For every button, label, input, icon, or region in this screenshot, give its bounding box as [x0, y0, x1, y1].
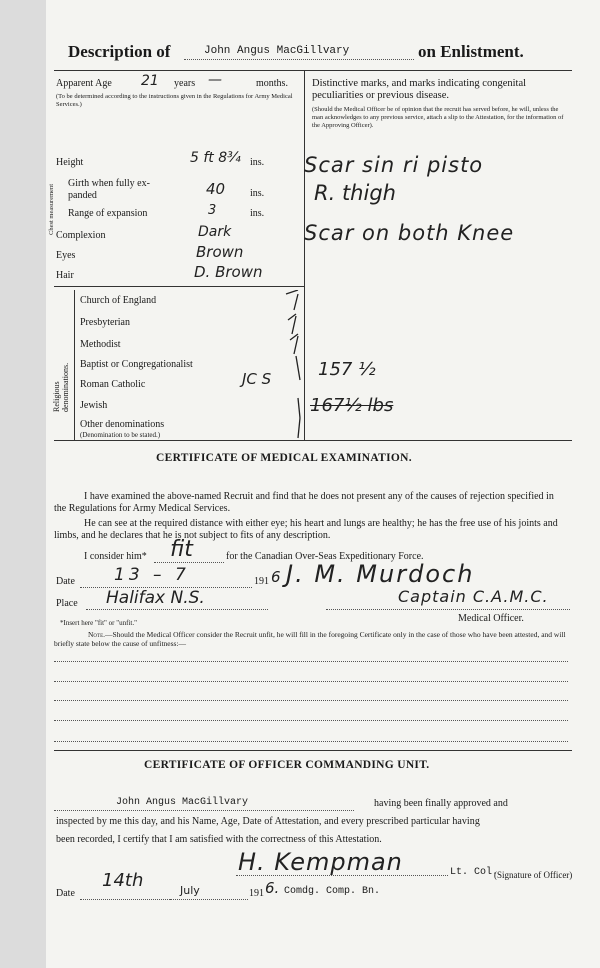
officer-line — [326, 609, 570, 610]
officer-line-3: been recorded, I certify that I am satisfied with the correctness of this Attestation. — [56, 834, 382, 845]
age-months-dash: — — [208, 72, 222, 88]
girth-label: Girth when fully ex- panded — [68, 178, 150, 201]
hair-rule — [54, 286, 304, 287]
height-value: 5 ft 8¾ — [190, 150, 241, 166]
years-label: years — [174, 78, 196, 89]
religion-box-divider — [74, 290, 75, 440]
girth-value: 40 — [206, 180, 226, 198]
officer-name-line — [54, 810, 354, 811]
distinctive-marks-note: (Should the Medical Officer be of opinion that the recruit has served before, he will, unless the man acknowledges to any previous service, attach a slip to the Attestation, for the information of the Approving Officer). — [312, 106, 564, 129]
co-signature-label: (Signature of Officer) — [494, 870, 573, 880]
figure-1: 157 ½ — [318, 359, 376, 380]
officer-year-prefix: 191 — [249, 888, 264, 899]
months-label: months. — [256, 78, 288, 89]
girth-ins-label: ins. — [250, 188, 265, 199]
officer-heading: CERTIFICATE OF OFFICER COMMANDING UNIT. — [144, 759, 430, 771]
apparent-age-label: Apparent Age — [56, 78, 112, 89]
officer-month-line — [170, 899, 248, 900]
title-left: Description of — [68, 42, 171, 61]
attestation-page — [46, 0, 600, 968]
religion-item-baptist: Baptist or Congregationalist — [80, 359, 193, 370]
officer-line-1-suffix: having been finally approved and — [374, 798, 508, 809]
recruit-name: John Angus MacGillvary — [204, 45, 350, 57]
section-rule-2 — [54, 750, 572, 751]
note-label: Note. — [88, 630, 106, 639]
religion-other-note: (Denomination to be stated.) — [80, 431, 161, 439]
hair-label: Hair — [56, 270, 74, 281]
officer-month-value: July — [180, 884, 200, 897]
consider-label: I consider him* — [84, 551, 147, 562]
eyes-label: Eyes — [56, 250, 76, 261]
religion-side-label: Religious denominations. — [52, 362, 70, 412]
distinctive-marks-heading: Distinctive marks, and marks indicating congenital peculiarities or previous disease. — [312, 78, 527, 101]
officer-day-value: 14th — [102, 870, 144, 891]
medical-date-label: Date — [56, 576, 75, 587]
officer-recruit-name: John Angus MacGillvary — [116, 797, 249, 808]
consider-value: fit — [170, 537, 193, 562]
height-ins-label: ins. — [250, 157, 265, 168]
officer-date-label: Date — [56, 888, 75, 899]
section-rule-1 — [54, 440, 572, 441]
medical-date-value: 13 – 7 — [114, 565, 190, 585]
age-note: (To be determined according to the instructions given in the Regulations for Army Medical Services.) — [56, 93, 293, 108]
officer-year-suffix: 6. — [265, 879, 280, 897]
medical-officer-rank: Captain C.A.M.C. — [398, 587, 549, 606]
roman-catholic-mark: JC S — [242, 370, 272, 388]
medical-year-suffix: 6 — [271, 568, 281, 586]
religion-dashes — [246, 290, 306, 440]
unfit-line-2 — [54, 681, 568, 682]
medical-officer-signature: J. M. Murdoch — [286, 560, 475, 588]
religion-item-other: Other denominations — [80, 419, 165, 430]
religion-item-roman-catholic: Roman Catholic — [80, 379, 146, 390]
age-value: 21 — [141, 73, 159, 89]
medical-para-1: I have examined the above-named Recruit and find that he does not present any of the causes of rejection specified in the Regulations for Army Medical Services. — [54, 491, 554, 514]
unfit-line-3 — [54, 700, 568, 701]
medical-officer-label: Medical Officer. — [458, 613, 524, 624]
marks-line-3: Scar on both Knee — [304, 221, 515, 245]
consider-suffix: for the Canadian Over-Seas Expeditionary Force. — [226, 551, 424, 562]
marks-line-1: Scar sin ri pisto — [304, 153, 484, 177]
religion-item-jewish: Jewish — [80, 400, 108, 411]
co-signature-line — [236, 875, 448, 876]
marks-line-2: R. thigh — [314, 181, 396, 205]
officer-line-2: inspected by me this day, and his Name, Age, Date of Attestation, and every prescribed particular having — [56, 816, 480, 827]
hair-value: D. Brown — [194, 263, 263, 281]
place-label: Place — [56, 598, 78, 609]
eyes-value: Brown — [196, 243, 244, 261]
chest-side-label: Chest measurement — [48, 183, 55, 235]
co-rank: Lt. Col. — [450, 867, 499, 878]
unfit-line-1 — [54, 661, 568, 662]
consider-line — [154, 562, 224, 563]
medical-heading: CERTIFICATE OF MEDICAL EXAMINATION. — [156, 452, 412, 464]
co-unit: Comdg. Comp. Bn. — [284, 886, 381, 897]
complexion-label: Complexion — [56, 230, 106, 241]
commanding-officer-signature: H. Kempman — [238, 848, 403, 876]
place-line — [86, 609, 268, 610]
figure-2: 167½ lbs — [310, 395, 394, 416]
medical-para-2: He can see at the required distance with either eye; his heart and lungs are healthy; he has the free use of his joints and limbs, and he declares that he is not subject to fits of any description. — [54, 518, 558, 541]
medical-year-prefix: 191 — [254, 576, 269, 587]
unfit-line-5 — [54, 741, 568, 742]
height-label: Height — [56, 157, 84, 168]
range-label: Range of expansion — [68, 208, 148, 219]
religion-item-presbyterian: Presbyterian — [80, 317, 130, 328]
religion-item-methodist: Methodist — [80, 339, 121, 350]
unfit-line-4 — [54, 720, 568, 721]
name-line — [184, 59, 414, 60]
place-value: Halifax N.S. — [106, 588, 205, 608]
officer-day-line — [80, 899, 170, 900]
header-rule — [54, 70, 572, 71]
range-value: 3 — [208, 203, 217, 218]
complexion-value: Dark — [198, 224, 232, 240]
religion-item-church-of-england: Church of England — [80, 295, 157, 306]
medical-note — [54, 630, 568, 648]
range-ins-label: ins. — [250, 208, 265, 219]
title-right: on Enlistment. — [418, 42, 524, 61]
insert-note: *Insert here "fit" or "unfit." — [60, 619, 137, 627]
note-text: —Should the Medical Officer consider the Recruit unfit, he will fill in the foregoing Certificate only in the case of those who have been attested, and will briefly state below the cause of unfitness:— — [54, 630, 566, 648]
